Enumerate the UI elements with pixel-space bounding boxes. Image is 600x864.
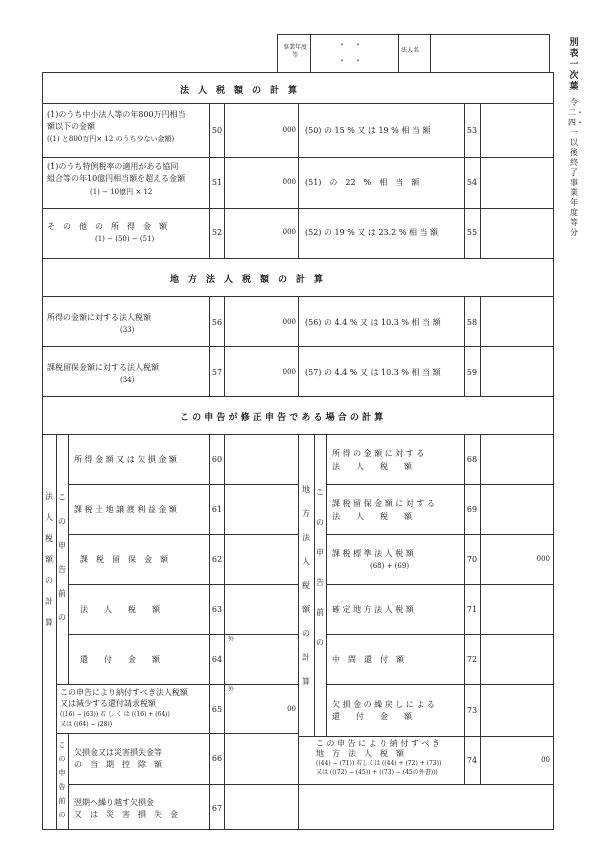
amount-field-56[interactable]: 000 <box>282 318 296 326</box>
amount-field-59[interactable] <box>481 347 553 396</box>
group-label-before-filing-3: この申告前の <box>316 488 324 647</box>
form-title-vertical: 別表一次葉 <box>569 38 579 92</box>
outer-amount-mark-65: 外 <box>228 686 235 693</box>
amount-field-60[interactable] <box>225 435 297 484</box>
amount-field-61[interactable] <box>225 485 297 534</box>
amount-field-66[interactable] <box>225 734 297 784</box>
amount-field-52[interactable]: 000 <box>282 228 296 236</box>
tax-form-page: 別表一次葉 令二・四・一以後終了事業年度等分 事業年度等 ・ ・ ・ ・ 法人名 法 人 税 額 の 計 算 (1)のうち中小法人等の年800万円相当 額以下の金額 ((1) と800万円× 12 のうち少ない金額) 50 000 (50) の 15 % 又 は 19 % 相 当 額 53 (1)のうち特例税率の適用がある協同 組合等の年10億円相当額を超える金額 (1) − 10億円 × 12 51 000 (51) の 22 % 相 当 額 54 そ の 他 の 所 得 金 額 (1) − (50) − (51) 52 000 (52) の 19 % 又 は 23.2 % 相 当 額 55 地 方 法 人 税 額 の 計 算 所得の金額に対する法人税額 (33) 56 000 (56) の 4.4 % 又 は 10.3 % 相 当 額 58 課税留保金額に対する法人税額 (34) 57 000 (57) の 4.4 % 又 は 10.3 % 相 当 額 59 こ の 申 告 が 修 正 申 告 で あ る 場 合 の 計 算 法人税額の計算 この申告前の この申告前の 地方法人税額の計算 この申告前の 所 得 金 額 又 は 欠 損 金 額 60 課 税 土 地 譲 渡 利 益 金 額 61 課 税 留 保 金 額 62 法 人 税 額 63 還 付 金 額 64 外 この申告により納付すべき法人税額 又は減少する還付請求税額 ((16) − (63)) 若 し く は ((16) + (64)) 又は ((64) − (28)) 65 外 00 欠損金又は災害損失金等 の 当 期 控 除 額 66 翌期へ繰り越す欠損金 又 は 災 害 損 失 金 67 所 得 の 金 額 に 対 す る 法 人 税 額 68 課 税 留 保 金 額 に 対 す る 法 人 税 額 69 課 税 標 準 法 人 税 額 (68) + (69) 70 000 確 定 地 方 法 人 税 額 71 中 間 還 付 額 72 欠 損 金 の 繰 戻 し に よ る 還 付 金 額 73 こ の 申 告 に よ り 納 付 す べ き 地 方 法 人 税 額 ((44) − (71)) 若しくは ((44) + (72) + (73)) 又は (((72) − (45)) + ((73) − (45の外書))) 74 00 <box>0 0 600 864</box>
group-label-before-filing-2: この申告前の <box>58 741 66 819</box>
amount-field-72[interactable] <box>481 635 553 684</box>
amount-field-50[interactable]: 000 <box>282 126 296 134</box>
amount-field-74[interactable]: 00 <box>541 756 550 764</box>
amount-field-62[interactable] <box>225 535 297 584</box>
amount-field-70[interactable]: 000 <box>536 555 550 563</box>
section-title-corporate-tax: 法 人 税 額 の 計 算 <box>180 86 298 96</box>
fiscal-year-end-field[interactable]: ・ ・ <box>338 56 362 65</box>
amount-field-71[interactable] <box>481 585 553 634</box>
amount-field-68[interactable] <box>481 435 553 484</box>
amount-field-51[interactable]: 000 <box>282 178 296 186</box>
fiscal-year-label: 事業年度等 <box>282 44 307 59</box>
corporation-name-field[interactable] <box>431 35 548 71</box>
amount-field-69[interactable] <box>481 485 553 534</box>
fiscal-year-start-field[interactable]: ・ ・ <box>338 40 362 49</box>
amount-field-64[interactable] <box>225 635 297 684</box>
amount-field-67[interactable] <box>225 785 297 829</box>
amount-field-63[interactable] <box>225 585 297 634</box>
section-title-amended-return: こ の 申 告 が 修 正 申 告 で あ る 場 合 の 計 算 <box>180 413 384 423</box>
form-era-vertical: 令二・四・一以後終了事業年度等分 <box>568 98 584 237</box>
corporation-name-label: 法人名 <box>401 47 420 54</box>
amount-field-73[interactable] <box>481 685 553 736</box>
amount-field-55[interactable] <box>481 209 553 258</box>
amount-field-58[interactable] <box>481 297 553 346</box>
amount-field-53[interactable] <box>481 104 553 157</box>
group-label-before-filing-1: この申告前の <box>58 493 66 622</box>
group-label-corporate-tax: 法人税額の計算 <box>45 492 53 627</box>
amount-field-65[interactable]: 00 <box>287 705 296 713</box>
section-title-local-tax: 地 方 法 人 税 額 の 計 算 <box>170 275 324 285</box>
group-label-local-tax: 地方法人税額の計算 <box>302 485 310 686</box>
amount-field-57[interactable]: 000 <box>282 368 296 376</box>
amount-field-54[interactable] <box>481 158 553 208</box>
outer-amount-mark-64: 外 <box>228 636 235 643</box>
